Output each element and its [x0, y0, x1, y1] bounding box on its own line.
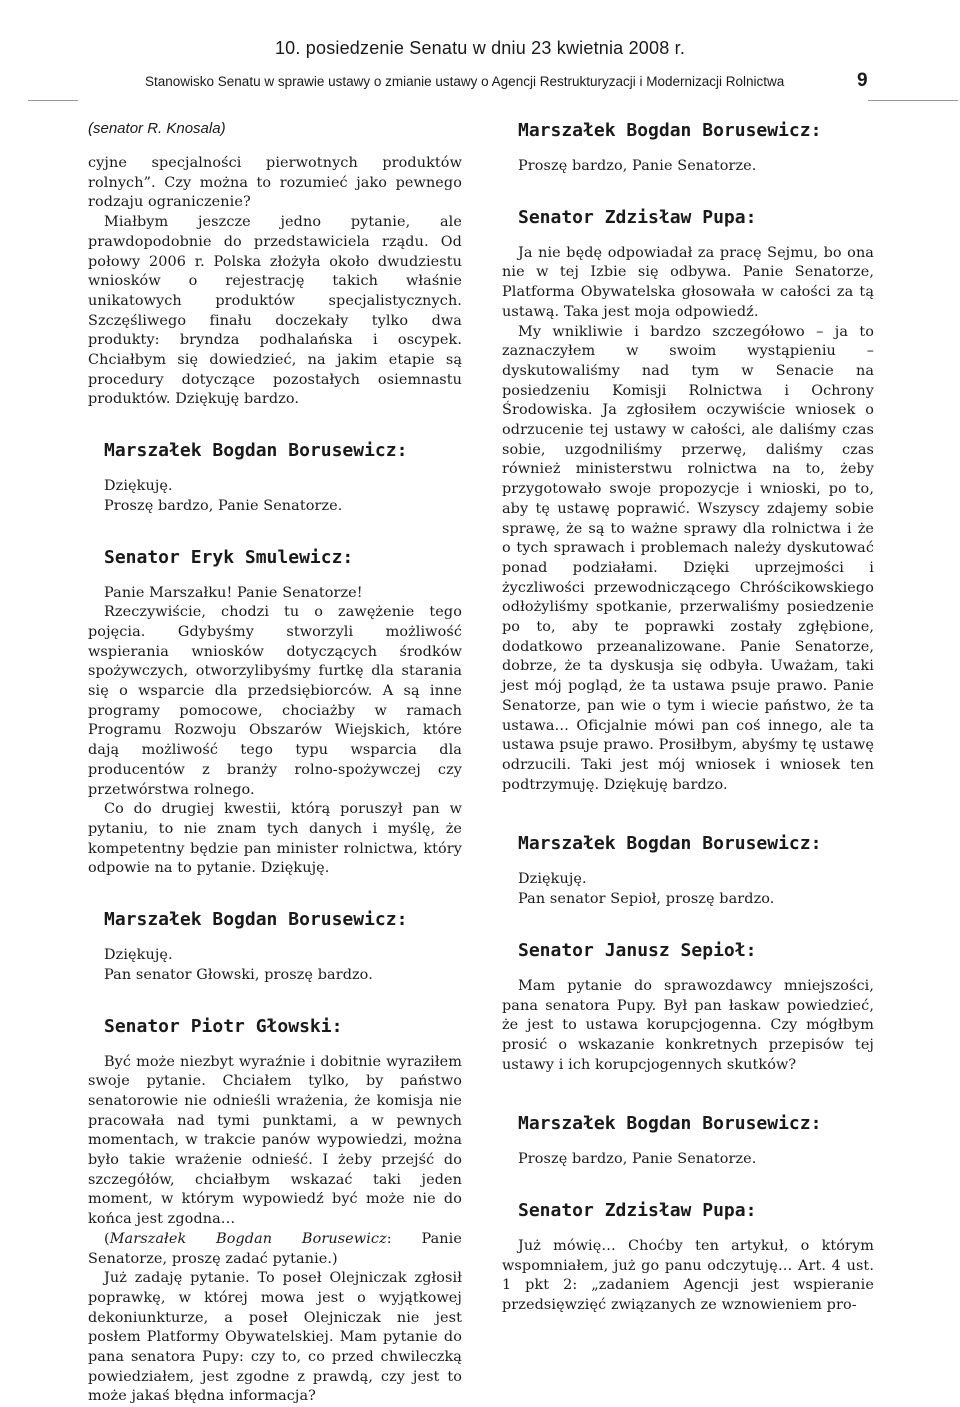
paragraph: Rzeczywiście, chodzi tu o zawężenie tego pojęcia. Gdybyśmy stworzyli możliwość wspierania wniosków dotyczących środków spożywczych, otworzylibyśmy furtkę dla starania się o wsparcie dla przedsiębiorców. A są inne programy pomocowe, chociażby w ramach Programu Rozwoju Obszarów Wiejskich, które dają możliwość tego typu wsparcia dla producentów z branży rolno-spożywczej czy przetwórstwa rolnego.	[88, 604, 462, 798]
paragraph: Proszę bardzo, Panie Senatorze.	[518, 1151, 757, 1168]
paragraph: Ja nie będę odpowiadał za pracę Sejmu, bo ona nie w tej Izbie się odbywa. Panie Senatorze, Platforma Obywatelska głosowała w całości za tą ustawą. Taka jest moja odpowiedź.	[502, 244, 874, 320]
speaker-heading: Senator Janusz Sepioł:	[518, 939, 757, 961]
paragraph: Panie Marszałku! Panie Senatorze!	[104, 584, 363, 601]
speaker-heading: Senator Zdzisław Pupa:	[518, 206, 757, 228]
speaker-heading: Marszałek Bogdan Borusewicz:	[518, 833, 822, 855]
header-subtitle: Stanowisko Senatu w sprawie ustawy o zmianie ustawy o Agencji Restrukturyzacji i Modernizacji Rolnictwa	[145, 74, 785, 89]
paragraph: Już zadaję pytanie. To poseł Olejniczak zgłosił poprawkę, w której mowa jest o wyjątkowej dekoniunkturze, a poseł Olejniczak nie jest posłem Platformy Obywatelskiej. Mam pytanie do pana senatora Pupy: czy to, co przed chwileczką powiedziałem, jest zgodne z prawdą, czy jest to może jakaś błędna informacja?	[88, 1270, 462, 1405]
paragraph: Dziękuję.	[104, 947, 173, 964]
speaker-heading: Senator Piotr Głowski:	[104, 1015, 343, 1037]
page-number: 9	[857, 70, 868, 91]
page-header	[0, 0, 960, 110]
interjection-open: (	[104, 1230, 110, 1247]
right-column	[502, 120, 874, 1316]
paragraph: Miałbym jeszcze jedno pytanie, ale prawdopodobnie do przedstawiciela rządu. Od połowy 2006 r. Polska złożyła około dwudziestu wniosków o rejestrację takich właśnie unikatowych produktów specjalistycznych. Szczęśliwego finału doczekały tylko dwa produkty: bryndza podhalańska i oscypek. Chciałbym się dowiedzieć, na jakim etapie są procedury dotyczące pozostałych osiemnastu produktów. Dziękuję bardzo.	[88, 214, 462, 408]
paragraph: Już mówię… Choćby ten artykuł, o którym wspomniałem, już go panu odczytuję… Art. 4 ust. 1 pkt 2: „zadaniem Agencji jest wspieranie przedsięwzięć związanych ze wznowieniem pro-	[502, 1238, 874, 1314]
paragraph: Dziękuję.	[518, 871, 587, 888]
speaker-heading: Senator Zdzisław Pupa:	[518, 1200, 757, 1222]
interjection-text: : Panie Senatorze, proszę zadać pytanie.)	[88, 1230, 462, 1267]
paragraph: My wnikliwie i bardzo szczegółowo – ja to zaznaczyłem w swoim wystąpieniu – dyskutowaliśmy nad tym w Senacie na posiedzeniu Komisji Rolnictwa i Ochrony Środowiska. Ja zgłosiłem oczywiście wniosek o odrzucenie tej ustawy w całości, ale daliśmy czas sobie, uzgodniliśmy przerwę, daliśmy czas również ministerstwu rolnictwa na to, żeby przygotowało swoje propozycje i wnioski, po to, aby tę ustawę poprawić. Wszyscy zdajemy sobie sprawę, że są to ważne sprawy dla rolnictwa i że o tych sprawach i problemach należy dyskutować ponad podziałami. Dzięki uprzejmości i życzliwości przewodniczącego Chróścikowskiego odłożyliśmy spotkanie, przerwaliśmy posiedzenie po to, aby te poprawki zostały zgłębione, dodatkowo przeanalizowane. Panie Senatorze, dobrze, że ta dyskusja się odbyła. Uważam, taki jest mój pogląd, że ta ustawa psuje prawo. Panie Senatorze, pan wie o tym i wiecie państwo, że ta ustawa… Oficjalnie mówi pan coś innego, ale ta ustawa psuje prawo. Prosiłbym, abyśmy tę ustawę odrzucili. Taki jest mój wniosek i wniosek ten podtrzymuję. Dziękuję bardzo.	[502, 323, 874, 793]
speaker-heading: Senator Eryk Smulewicz:	[104, 546, 354, 568]
header-divider-right	[868, 100, 958, 101]
speaker-heading: Marszałek Bogdan Borusewicz:	[104, 909, 408, 931]
paragraph: Dziękuję.	[104, 478, 173, 495]
header-divider-left	[28, 100, 78, 101]
paragraph: Być może niezbyt wyraźnie i dobitnie wyraziłem swoje pytanie. Chciałem tylko, by państwo senatorowie nie odnieśli wrażenia, że komisja nie pracowała nad tymi punktami, a w pewnych momentach, w trakcie panów wypowiedzi, można było takie wrażenie odnieść. I żeby przejść do szczegółów, chciałbym wskazać taki jeden moment, w którym wypowiedź być może nie do końca jest zgodna…	[88, 1053, 462, 1228]
interjection	[88, 1230, 462, 1269]
header-title: 10. posiedzenie Senatu w dniu 23 kwietnia 2008 r.	[274, 38, 686, 58]
paragraph: Proszę bardzo, Panie Senatorze.	[518, 158, 757, 174]
speaker-heading: Marszałek Bogdan Borusewicz:	[104, 440, 408, 462]
speaker-heading: Marszałek Bogdan Borusewicz:	[518, 1113, 822, 1135]
interjection-speaker: Marszałek Bogdan Borusewicz	[109, 1230, 387, 1247]
paragraph: Co do drugiej kwestii, którą poruszył pan w pytaniu, to nie znam tych danych i myślę, że kompetentny będzie pan minister rolnictwa, który odpowie na to pytanie. Dziękuję.	[88, 801, 462, 877]
paragraph: cyjne specjalności pierwotnych produktów rolnych”. Czy można to rozumieć jako pewnego rodzaju ograniczenie?	[88, 155, 462, 211]
speaker-heading: Marszałek Bogdan Borusewicz:	[518, 120, 822, 141]
left-column	[88, 120, 462, 1407]
speaker-context: (senator R. Knosala)	[88, 120, 226, 137]
paragraph: Mam pytanie do sprawozdawcy mniejszości, pana senatora Pupy. Był pan łaskaw powiedzieć, że jest to ustawa korupcjogenna. Czy mógłbym prosić o wskazanie konkretnych przepisów tej ustawy i ich korupcjogennych skutków?	[502, 977, 874, 1073]
paragraph: Pan senator Sepioł, proszę bardzo.	[518, 891, 775, 908]
paragraph: Pan senator Głowski, proszę bardzo.	[104, 966, 373, 983]
paragraph: Proszę bardzo, Panie Senatorze.	[104, 497, 343, 514]
